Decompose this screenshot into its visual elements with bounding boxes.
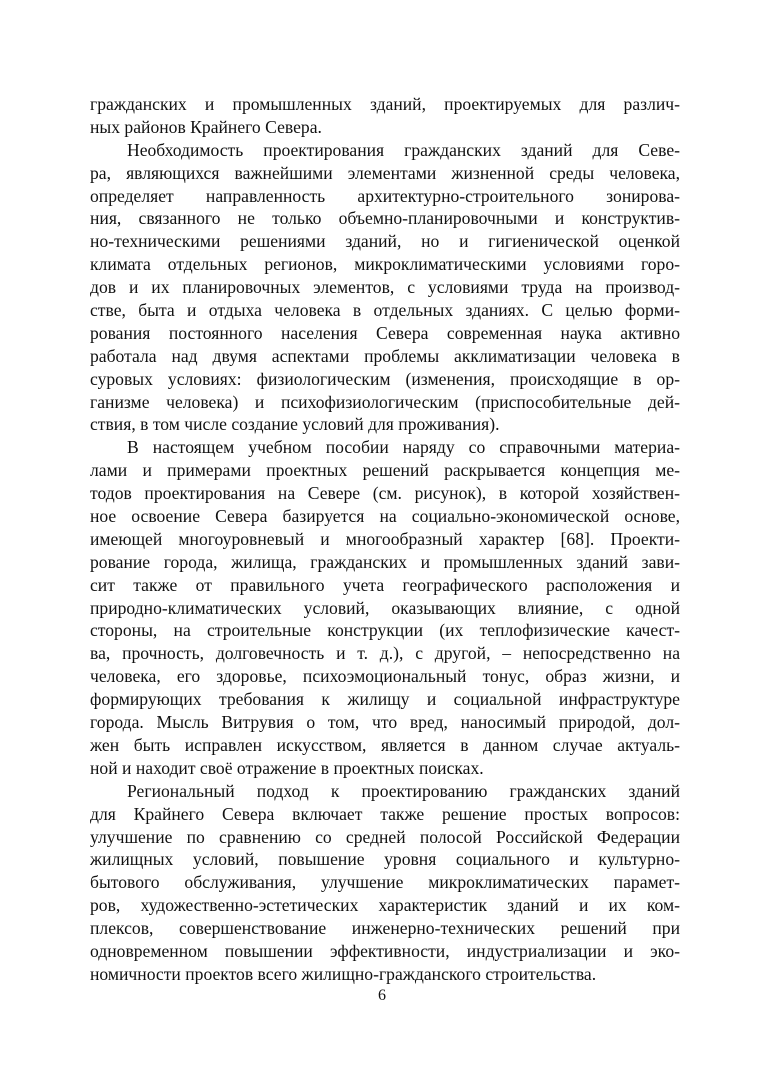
paragraph-4-line: для Крайнего Севера включает также решение простых вопросов: bbox=[90, 803, 680, 824]
paragraph-3-line: лами и примерами проектных решений раскрывается концепция ме- bbox=[90, 460, 680, 481]
paragraph-4-line: улучшение по сравнению со средней полосой Российской Федерации bbox=[90, 826, 680, 847]
paragraph-4-line: ров, художественно-эстетических характеристик зданий и их ком- bbox=[90, 895, 680, 916]
paragraph-2-line: суровых условиях: физиологическим (изменения, происходящие в ор- bbox=[90, 368, 680, 389]
paragraph-2-line: ра, являющихся важнейшими элементами жизненной среды человека, bbox=[90, 162, 680, 183]
paragraph-3-line: человека, его здоровье, психоэмоциональный тонус, образ жизни, и bbox=[90, 666, 680, 687]
paragraph-3-line: сит также от правильного учета географического расположения и bbox=[90, 574, 680, 595]
paragraph-3-line: тодов проектирования на Севере (см. рисунок), в которой хозяйствен- bbox=[90, 483, 680, 504]
paragraph-3-line: природно-климатических условий, оказывающих влияние, с одной bbox=[90, 597, 680, 618]
paragraph-3-line: жен быть исправлен искусством, является в данном случае актуаль- bbox=[90, 734, 680, 755]
paragraph-2-line: ния, связанного не только объемно-планировочными и конструктив- bbox=[90, 208, 680, 229]
paragraph-3-line: имеющей многоуровневый и многообразный характер [68]. Проекти- bbox=[90, 528, 680, 549]
paragraph-2-line: ствия, в том числе создание условий для проживания). bbox=[90, 414, 500, 435]
paragraph-3-line: формирующих требования к жилищу и социальной инфраструктуре bbox=[90, 689, 680, 710]
paragraph-3-line: рование города, жилища, гражданских и промышленных зданий зави- bbox=[90, 551, 680, 572]
paragraph-2-line: работала над двумя аспектами проблемы акклиматизации человека в bbox=[90, 345, 680, 366]
paragraph-2-line: определяет направленность архитектурно-строительного зонирова- bbox=[90, 185, 680, 206]
paragraph-4-line: одновременном повышении эффективности, индустриализации и эко- bbox=[90, 940, 680, 961]
paragraph-4-line: номичности проектов всего жилищно-гражданского строительства. bbox=[90, 963, 597, 984]
paragraph-3-line: стороны, на строительные конструкции (их теплофизические качест- bbox=[90, 620, 680, 641]
page-number: 6 bbox=[378, 987, 386, 1004]
paragraph-3-line: ное освоение Севера базируется на социально-экономической основе, bbox=[90, 506, 680, 527]
paragraph-4-line: Региональный подход к проектированию гражданских зданий bbox=[127, 780, 680, 801]
paragraph-2-line: Необходимость проектирования гражданских зданий для Севе- bbox=[127, 139, 680, 160]
paragraph-3-line: города. Мысль Витрувия о том, что вред, наносимый природой, дол- bbox=[90, 712, 680, 733]
paragraph-2-line: рования постоянного населения Севера современная наука активно bbox=[90, 322, 680, 343]
paragraph-2-line: ганизме человека) и психофизиологическим (приспособительные дей- bbox=[90, 391, 680, 412]
paragraph-2-line: климата отдельных регионов, микроклиматическими условиями горо- bbox=[90, 254, 680, 275]
paragraph-2-line: стве, быта и отдыха человека в отдельных зданиях. С целью форми- bbox=[90, 300, 680, 321]
paragraph-1-line: гражданских и промышленных зданий, проектируемых для различ- bbox=[90, 94, 680, 114]
body-text bbox=[90, 93, 680, 986]
paragraph-3-line: ва, прочность, долговечность и т. д.), с другой, – непосредственно на bbox=[90, 643, 680, 664]
paragraph-1-line: ных районов Крайнего Севера. bbox=[90, 116, 322, 137]
paragraph-2-line: но-техническими решениями зданий, но и гигиенической оценкой bbox=[90, 231, 680, 252]
paragraph-3-line: ной и находит своё отражение в проектных поисках. bbox=[90, 757, 484, 778]
paragraph-2-line: дов и их планировочных элементов, с условиями труда на производ- bbox=[90, 277, 680, 298]
paragraph-4-line: бытового обслуживания, улучшение микроклиматических парамет- bbox=[90, 872, 680, 893]
paragraph-4-line: жилищных условий, повышение уровня социального и культурно- bbox=[90, 849, 680, 870]
paragraph-3-line: В настоящем учебном пособии наряду со справочными материа- bbox=[127, 437, 680, 458]
paragraph-4-line: плексов, совершенствование инженерно-технических решений при bbox=[90, 918, 680, 939]
